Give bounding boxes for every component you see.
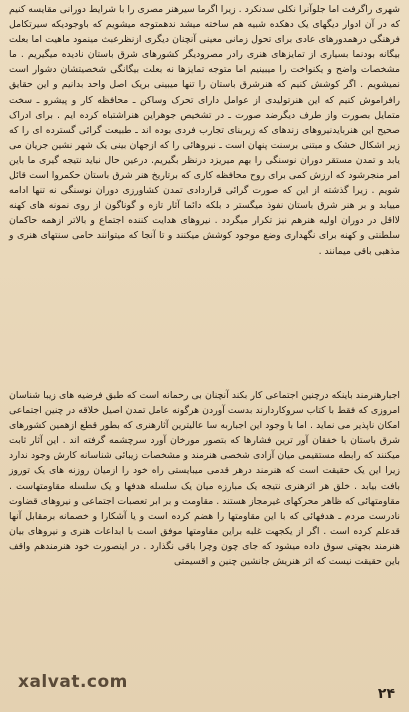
paragraph-1-text: شهری راگرفت اما جلوآنرا نکلی سدنکرد . زیرا اگرما سیرهنر مصری را با شرایط دورانی مقایسه کنیم که در آن ادوار دیگهای یک دهکده شبیه هم ساخته میشد ندهمتوجه میشویم که باوجودیکه سیرتکامل فرهنگی درهمدورهای عادی برای تحول زمانی معینی آنچنان دیگری ازنظرعبث مینمود ماهیت اما بعلت بیگانه بودنما بسیاری از تمایزهای هنری رادر مصرودیگر کشورهای شرق باستان نادیده میگیریم . ما مشخصات واضح و یکنواخت را میبینیم اما متوجه تمایزها نه بعلت بیگانگی شخصیتشان دشوار است نمیشویم . اگر کوشش کنیم که هنرشرق باستان را تنها میبینی بریک اصل واحد بدانیم و این حقایق رافراموش کنیم که این هنرتولیدی از عوامل دارای تحرک وساکن ـ محافظه کار و پیشرو ـ سخت متمایل بصورت واز طرف دیگرضد صورت ـ در تشخیص جوهراین هنراشتباه کرده ایم . برای ادراک صحیح این هنربایدنیروهای زندهای که زیربنای تجارب فردی بوده اند ـ طبیعت گرائی گسترده ای را که زیر اشکال خشک و مبتنی برسنت پنهان است ـ نیروهائی را که ازجهان بینی یک شهر نشین جریان می یابد و تمدن مستقر دوران نوسنگی را بهم میریزد درنظر بگیریم. درعین حال نباید نتیجه گیری ما باین امر منجرشود که ارزش کمی برای روح محافظه کاری که برتاریخ هنر شرق باستان حکمروا است قائل شویم . زیرا گذشته از این که صورت گرائی قراردادی تمدن کشاورزی دوران نوسنگی نه تنها ادامه مییابد و بر هنر شرق باستان نفوذ میگستر د بلکه دائما آثار تازه و گوناگون از روی نمونه های کهنه لااقل در دوران اولیه هنرهم نیز تکرار میگردد . نیروهای هدایت کننده اجتماع و بالاتر ازهمه حاکمان سلطنتی و کهنه برای نگهداری وضع موجود کوشش میکنند و تا آنجا که میتوانند حامی سنتهای هنری و مذهبی باقی میمانند . <box>9 4 400 257</box>
paragraph-1 <box>9 2 400 259</box>
paragraph-2 <box>9 388 400 569</box>
paragraph-2-text: اجبارهنرمند باینکه درچنین اجتماعی کار بکند آنچنان بی رحمانه است که طبق فرضیه های زیبا شناسان امروزی که فقط با کتاب سروکاردارند بدست آوردن هرگونه عامل تمدن اصیل خلاقه در چنین اجتماعی امکان ناپذیر می نماید . اما با وجود این اجباربه سا عالیترین آثارهنری که بطور قطع ازهمین کشورهای شرق باستان با خفقان آور ترین فشارها که بتصور مورخان آورد سرچشمه گرفته اند . این آثار ثابت میکنند که رابطه مستقیمی میان آزادی شخصی هنرمند و مشخصات زیبائی شناسانه کارش وجود ندارد زیرا این یک حقیقت است که هنرمند درهر قدمی میبایستی راه خود را ازمیان روزنه های یک توروز بافت بیابد . خلق هر اثرهنری نتیجه یک مبارزه میان یک سلسله هدفها و یک سلسله مقاومتهاست . مقاومتهائی که ظاهر محرکهای غیرمجاز هستند . مقاومت و بر ابر تعصبات اجتماعی و نیروهای قضاوت نادرست مردم ـ هدفهائی که با این مقاومتها را هضم کرده است و یا آشکارا و خصمانه برمقابل آنها قدعلم کرده است . اگر از یکجهت غلبه براین مقاومتها موفق است با ابداعات هنری و نیروهای بیان هنرمند بجهتی سوق داده میشود که جای چون وچرا باقی نگذارد . در اینصورت خود هنرمندهم واقف باین حقیقت نیست که اثر هنریش جانشین چنین و اقسیمتی <box>9 390 400 568</box>
page-number: ۲۴ <box>377 686 395 702</box>
watermark: xalvat.com <box>18 672 128 692</box>
